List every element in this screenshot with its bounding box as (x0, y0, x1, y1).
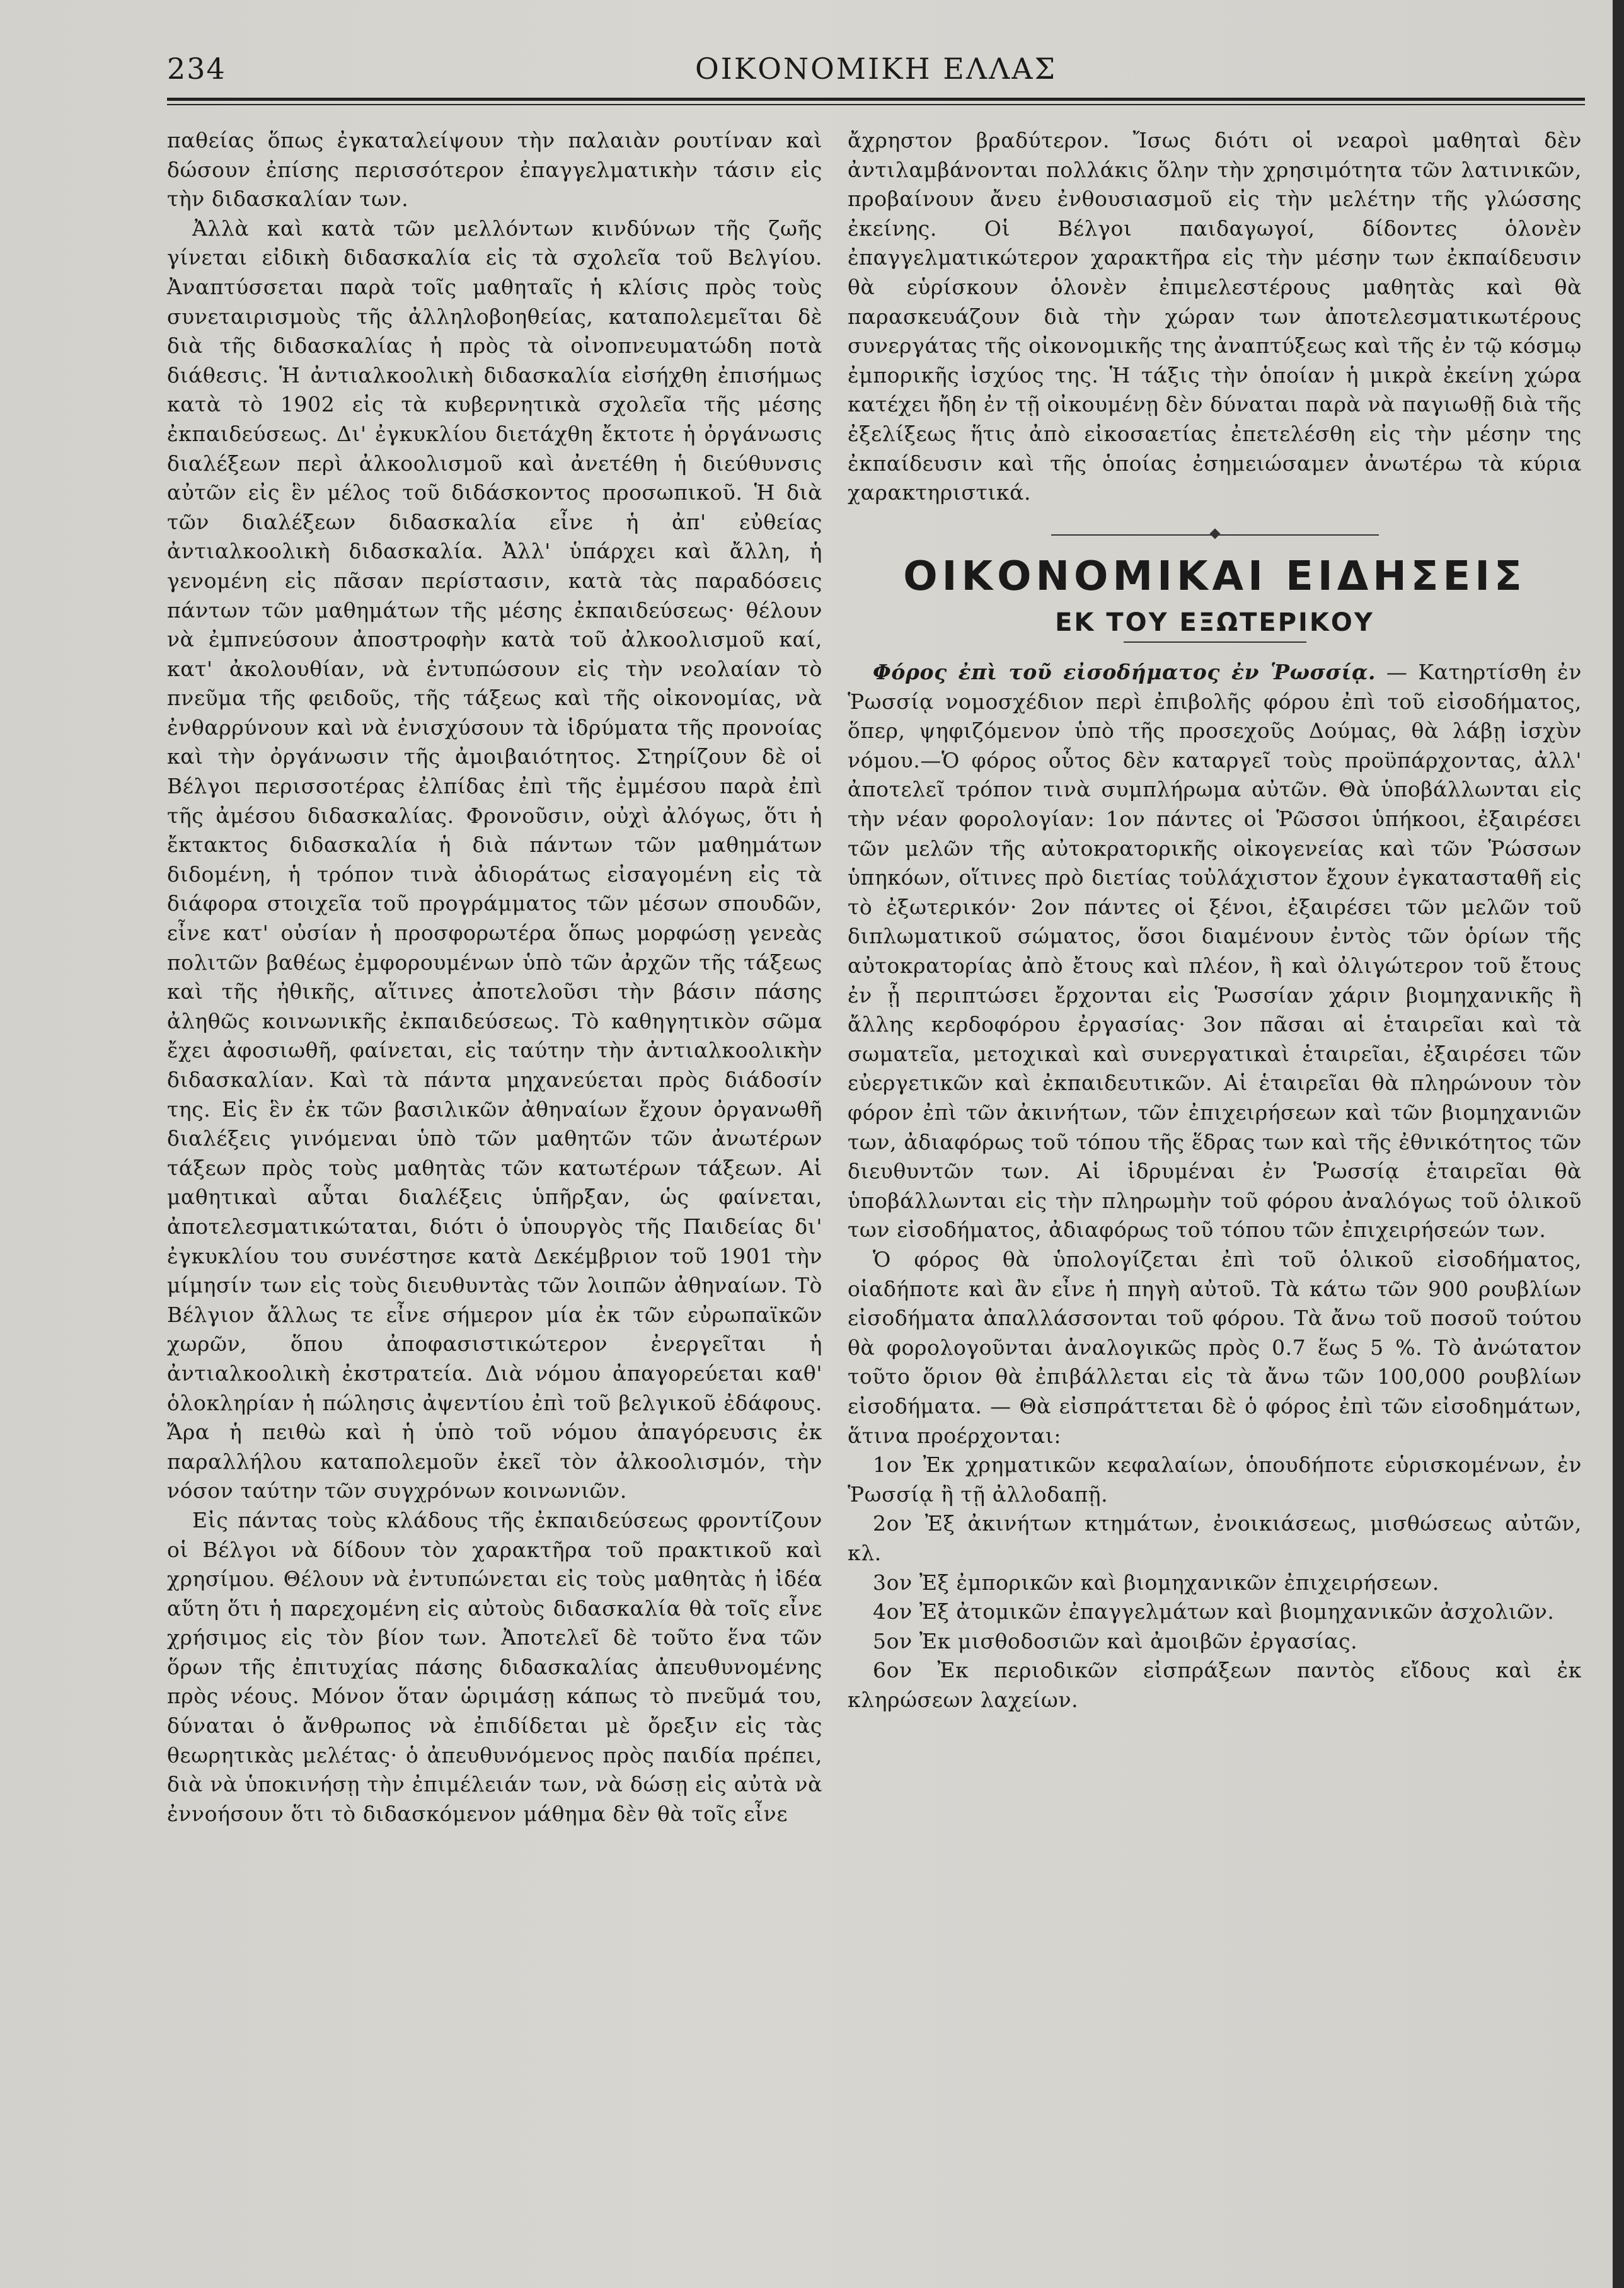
paragraph: Ὁ φόρος θὰ ὑπολογίζεται ἐπὶ τοῦ ὁλικοῦ εἰσοδήματος, οἱαδήποτε καὶ ἂν εἶνε ἡ πηγὴ αὐτοῦ. Τὰ κάτω τῶν 900 ρουβλίων εἰσοδήματα ἀπαλλάσσονται τοῦ φόρου. Τὰ ἄνω τοῦ ποσοῦ τούτου θὰ φορολογοῦνται ἀναλογικῶς πρὸς 0.7 ἕως 5 %. Τὸ ἀνώτατον τοῦτο ὅριον θὰ ἐπιβάλλεται εἰς τὰ ἄνω τῶν 100,000 ρουβλίων εἰσοδήματα. — Θὰ εἰσπράττεται δὲ ὁ φόρος ἐπὶ τῶν εἰσοδημάτων, ἅτινα προέρχονται: (848, 1246, 1582, 1448)
header-rule-thin (167, 104, 1585, 105)
paragraph: παθείας ὅπως ἐγκαταλείψουν τὴν παλαιὰν ρουτίναν καὶ δώσουν ἐπίσης περισσότερον ἐπαγγελματικὴν τάσιν εἰς τὴν διδασκαλίαν των. (167, 128, 822, 212)
list-item: 4ον Ἐξ ἀτομικῶν ἐπαγγελμάτων καὶ βιομηχανικῶν ἀσχολιῶν. (873, 1599, 1555, 1624)
binding-gutter (1613, 0, 1624, 2288)
section-title: ΟΙΚΟΝΟΜΙΚΑΙ ΕΙΔΗΣΕΙΣ (903, 553, 1526, 600)
paragraph: Εἰς πάντας τοὺς κλάδους τῆς ἐκπαιδεύσεως φροντίζουν οἱ Βέλγοι νὰ δίδουν τὸν χαρακτῆρα τοῦ πρακτικοῦ καὶ χρησίμου. Θέλουν νὰ ἐντυπώνεται εἰς τοὺς μαθητὰς ἡ ἰδέα αὕτη ὅτι ἡ παρεχομένη εἰς αὐτοὺς διδασκαλία θὰ τοῖς εἶνε χρήσιμος εἰς τὸν βίον των. Ἀποτελεῖ δὲ τοῦτο ἕνα τῶν ὅρων τῆς ἐπιτυχίας πάσης διδασκαλίας ἀπευθυνομένης πρὸς νέους. Μόνον ὅταν ὡριμάσῃ κάπως τὸ πνεῦμά του, δύναται ὁ ἄνθρωπος νὰ ἐπιδίδεται μὲ ὄρεξιν εἰς τὰς θεωρητικὰς μελέτας· ὁ ἀπευθυνόμενος πρὸς παιδία πρέπει, διὰ νὰ ὑποκινήσῃ τὴν ἐπιμέλειάν των, νὰ δώσῃ εἰς αὐτὰ νὰ ἐννοήσουν ὅτι τὸ διδασκόμενον μάθημα δὲν θὰ τοῖς εἶνε (167, 1507, 822, 1826)
right-column (848, 126, 1582, 1715)
left-column (167, 126, 822, 1829)
section-divider (1051, 534, 1379, 536)
list-item: 6ον Ἐκ περιοδικῶν εἰσπράξεων παντὸς εἴδους καὶ ἐκ κληρώσεων λαχείων. (848, 1658, 1582, 1712)
article-lead (848, 658, 1582, 1245)
list-item: 2ον Ἐξ ἀκινήτων κτημάτων, ἐνοικιάσεως, μισθώσεως αὐτῶν, κλ. (848, 1511, 1582, 1565)
page-header (167, 52, 1585, 96)
divider-diamond (1209, 528, 1220, 539)
header-rule (167, 98, 1585, 101)
section-subtitle: ΕΚ ΤΟΥ ΕΞΩΤΕΡΙΚΟΥ (1055, 608, 1374, 638)
running-title: ΟΙΚΟΝΟΜΙΚΗ ΕΛΛΑΣ (694, 52, 1057, 86)
paragraph: ἄχρηστον βραδύτερον. Ἴσως διότι οἱ νεαροὶ μαθηταὶ δὲν ἀντιλαμβάνονται πολλάκις ὅλην τὴν χρησιμότητα τῶν λατινικῶν, προβαίνουν ἄνευ ἐνθουσιασμοῦ εἰς τὴν μελέτην τῆς γλώσσης ἐκείνης. Οἱ Βέλγοι παιδαγωγοί, δίδοντες ὁλονὲν ἐπαγγελματικώτερον χαρακτῆρα εἰς τὴν μέσην των ἐκπαίδευσιν θὰ εὑρίσκουν ὁλονὲν ἐπιμελεστέρους μαθητὰς καὶ θὰ παρασκευάζουν διὰ τὴν χώραν των ἀποτελεσματικωτέρους συνεργάτας τῆς οἰκονομικῆς της ἀναπτύξεως καὶ τῆς ἐν τῷ κόσμῳ ἐμπορικῆς ἰσχύος της. Ἡ τάξις τὴν ὁποίαν ἡ μικρὰ ἐκείνη χώρα κατέχει ἤδη ἐν τῇ οἰκουμένῃ δὲν δύναται παρὰ νὰ παγιωθῇ διὰ τῆς ἐξελίξεως ἥτις ἀπὸ εἰκοσαετίας ἐπετελέσθη εἰς τὴν μέσην της ἐκπαίδευσιν καὶ τῆς ὁποίας ἐσημειώσαμεν ἀνωτέρω τὰ κύρια χαρακτηριστικά. (848, 128, 1582, 505)
article-text: — Κατηρτίσθη ἐν Ῥωσσίᾳ νομοσχέδιον περὶ ἐπιβολῆς φόρου ἐπὶ τοῦ εἰσοδήματος, ὅπερ, ψηφιζόμενον ὑπὸ τῆς προσεχοῦς Δούμας, θὰ λάβῃ ἰσχὺν νόμου.—Ὁ φόρος οὗτος δὲν καταργεῖ τοὺς προϋπάρχοντας, ἀλλ' ἀποτελεῖ τρόπον τινὰ συμπλήρωμα αὐτῶν. Θὰ ὑποβάλλωνται εἰς τὴν νέαν φορολογίαν: 1ον πάντες οἱ Ῥῶσσοι ὑπήκοοι, ἐξαιρέσει τῶν μελῶν τῆς αὐτοκρατορικῆς οἰκογενείας καὶ τῶν Ῥώσσων ὑπηκόων, οἵτινες πρὸ διετίας τοὐλάχιστον ἔχουν ἐγκατασταθῆ εἰς τὸ ἐξωτερικόν· 2ον πάντες οἱ ξένοι, ἐξαιρέσει τῶν μελῶν τοῦ διπλωματικοῦ σώματος, ὅσοι διαμένουν ἐντὸς τῶν ὁρίων τῆς αὐτοκρατορίας ἀπὸ ἔτους καὶ πλέον, ἢ καὶ ὀλιγώτερον τοῦ ἔτους ἐν ᾗ περιπτώσει ἔρχονται εἰς Ῥωσσίαν χάριν βιομηχανικῆς ἢ ἄλλης κερδοφόρου ἐργασίας· 3ον πᾶσαι αἱ ἑταιρεῖαι καὶ τὰ σωματεῖα, μετοχικαὶ καὶ συνεργατικαὶ ἑταιρεῖαι, ἐξαιρέσει τῶν εὐεργετικῶν καὶ ἐκπαιδευτικῶν. Αἱ ἑταιρεῖαι θὰ πληρώνουν τὸν φόρον ἐπὶ τῶν ἀκινήτων, τῶν ἐπιχειρήσεων καὶ τῶν βιομηχανιῶν των, ἀδιαφόρως τοῦ τόπου τῆς ἕδρας των καὶ τῆς ἐθνικότητος τῶν διευθυντῶν των. Αἱ ἱδρυμέναι ἐν Ῥωσσίᾳ ἑταιρεῖαι θὰ ὑποβάλλωνται εἰς τὴν πληρωμὴν τοῦ φόρου ἀναλόγως τοῦ ὁλικοῦ των εἰσοδήματος, ἀδιαφόρως τοῦ τόπου τῶν ἐπιχειρήσεών των. (848, 660, 1582, 1243)
list-item: 5ον Ἐκ μισθοδοσιῶν καὶ ἀμοιβῶν ἐργασίας. (873, 1628, 1358, 1653)
list-item: 1ον Ἐκ χρηματικῶν κεφαλαίων, ὁπουδήποτε εὑρισκομένων, ἐν Ῥωσσίᾳ ἢ τῇ ἀλλοδαπῇ. (848, 1452, 1582, 1507)
subtitle-rule (1124, 641, 1306, 643)
list-item: 3ον Ἐξ ἐμπορικῶν καὶ βιομηχανικῶν ἐπιχειρήσεων. (873, 1570, 1439, 1595)
paragraph: Ἀλλὰ καὶ κατὰ τῶν μελλόντων κινδύνων τῆς ζωῆς γίνεται εἰδικὴ διδασκαλία εἰς τὰ σχολεῖα τοῦ Βελγίου. Ἀναπτύσσεται παρὰ τοῖς μαθηταῖς ἡ κλίσις πρὸς τοὺς συνεταιρισμοὺς τῆς ἀλληλοβοηθείας, καταπολεμεῖται δὲ διὰ τῆς διδασκαλίας ἡ πρὸς τὰ οἰνοπνευματώδη ποτὰ διάθεσις. Ἡ ἀντιαλκοολικὴ διδασκαλία εἰσήχθη ἐπισήμως κατὰ τὸ 1902 εἰς τὰ κυβερνητικὰ σχολεῖα τῆς μέσης ἐκπαιδεύσεως. Δι' ἐγκυκλίου διετάχθη ἔκτοτε ἡ ὀργάνωσις διαλέξεων περὶ ἀλκοολισμοῦ καὶ ἀνετέθη ἡ διεύθυνσις αὐτῶν εἰς ἓν μέλος τοῦ διδάσκοντος προσωπικοῦ. Ἡ διὰ τῶν διαλέξεων διδασκαλία εἶνε ἡ ἀπ' εὐθείας ἀντιαλκοολικὴ διδασκαλία. Ἀλλ' ὑπάρχει καὶ ἄλλη, ἡ γενομένη εἰς πᾶσαν περίστασιν, κατὰ τὰς παραδόσεις πάντων τῶν μαθημάτων τῆς μέσης ἐκπαιδεύσεως· θέλουν νὰ ἐμπνεύσουν ἀποστροφὴν κατὰ τοῦ ἀλκοολισμοῦ καί, κατ' ἀκολουθίαν, νὰ ἐντυπώσουν εἰς τὴν νεολαίαν τὸ πνεῦμα τῆς φειδοῦς, τῆς τάξεως καὶ τῆς οἰκονομίας, νὰ ἐνθαρρύνουν καὶ νὰ ἐνισχύσουν τὰ ἱδρύματα τῆς προνοίας καὶ τὴν ὀργάνωσιν τῆς ἀμοιβαιότητος. Στηρίζουν δὲ οἱ Βέλγοι περισσοτέρας ἐλπίδας ἐπὶ τῆς ἐμμέσου παρὰ ἐπὶ τῆς ἀμέσου διδασκαλίας. Φρονοῦσιν, οὐχὶ ἀλόγως, ὅτι ἡ ἔκτακτος διδασκαλία ἡ διὰ πάντων τῶν μαθημάτων διδομένη, ἡ τρόπον τινὰ ἀδιοράτως εἰσαγομένη εἰς τὰ διάφορα στοιχεῖα τοῦ προγράμματος τῶν μέσων σπουδῶν, εἶνε κατ' οὐσίαν ἡ προσφορωτέρα ὅπως μορφώσῃ γενεὰς πολιτῶν βαθέως ἐμφορουμένων ὑπὸ τῶν ἀρχῶν τῆς τάξεως καὶ τῆς ἠθικῆς, αἵτινες ἀποτελοῦσι τὴν βάσιν πάσης ἀληθῶς κοινωνικῆς ἐκπαιδεύσεως. Τὸ καθηγητικὸν σῶμα ἔχει ἀφοσιωθῆ, φαίνεται, εἰς ταύτην τὴν ἀντιαλκοολικὴν διδασκαλίαν. Καὶ τὰ πάντα μηχανεύεται πρὸς διάδοσίν της. Εἰς ἓν ἐκ τῶν βασιλικῶν ἀθηναίων ἔχουν ὀργανωθῆ διαλέξεις γινόμεναι ὑπὸ τῶν μαθητῶν τῶν ἀνωτέρων τάξεων πρὸς τοὺς μαθητὰς τῶν κατωτέρων τάξεων. Αἱ μαθητικαὶ αὗται διαλέξεις ὑπῆρξαν, ὡς φαίνεται, ἀποτελεσματικώταται, διότι ὁ ὑπουργὸς τῆς Παιδείας δι' ἐγκυκλίου του συνέστησε κατὰ Δεκέμβριον τοῦ 1901 τὴν μίμησίν των εἰς τοὺς διευθυντὰς τῶν λοιπῶν ἀθηναίων. Τὸ Βέλγιον ἄλλως τε εἶνε σήμερον μία ἐκ τῶν εὐρωπαϊκῶν χωρῶν, ὅπου ἀποφασιστικώτερον ἐνεργεῖται ἡ ἀντιαλκοολικὴ ἐκστρατεία. Διὰ νόμου ἀπαγορεύεται καθ' ὁλοκληρίαν ἡ πώλησις ἀψεντίου ἐπὶ τοῦ βελγικοῦ ἐδάφους. Ἄρα ἡ πειθὼ καὶ ἡ ὑπὸ τοῦ νόμου ἀπαγόρευσις ἐκ παραλλήλου καταπολεμοῦν ἐκεῖ τὸν ἀλκοολισμόν, τὴν νόσον ταύτην τῶν συγχρόνων κοινωνιῶν. (167, 216, 822, 1503)
page-number: 234 (167, 52, 226, 86)
article-heading: Φόρος ἐπὶ τοῦ εἰσοδήματος ἐν Ῥωσσίᾳ. (873, 660, 1376, 685)
